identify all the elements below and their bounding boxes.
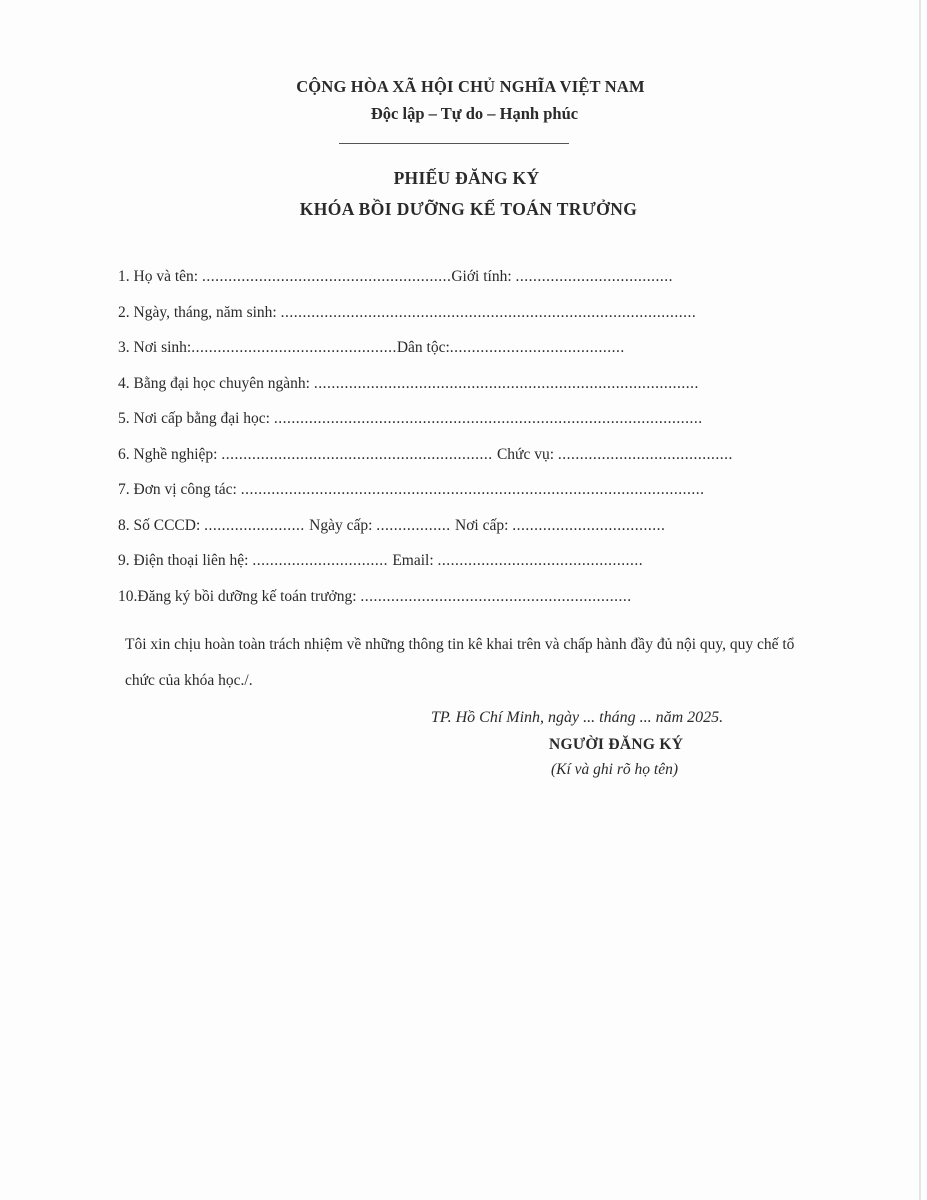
issue-date-blank[interactable]: ................. <box>376 516 456 534</box>
signature-date-line: TP. Hồ Chí Minh, ngày ... tháng ... năm 2025. <box>431 709 724 726</box>
form-title: PHIẾU ĐĂNG KÝ <box>393 168 540 188</box>
signer-title: NGƯỜI ĐĂNG KÝ <box>549 736 684 753</box>
field-occupation-row <box>118 437 798 473</box>
degree-major-blank[interactable]: ........................................................................................ <box>313 374 699 392</box>
field-id-card-row <box>118 508 798 544</box>
position-label: Chức vụ: <box>496 445 558 463</box>
birth-date-label: 2. Ngày, tháng, năm sinh: <box>118 303 281 321</box>
national-title: CỘNG HÒA XÃ HỘI CHỦ NGHĨA VIỆT NAM <box>296 77 645 96</box>
occupation-blank[interactable]: .............................................................. <box>221 445 497 463</box>
birth-date-blank[interactable]: ............................................................................................... <box>280 303 697 321</box>
gender-blank[interactable]: .................................... <box>515 268 674 285</box>
field-full-name-row <box>118 259 798 295</box>
field-birth-date-row <box>118 295 798 331</box>
workplace-blank[interactable]: .......................................................................................................... <box>240 481 705 498</box>
motto-underline <box>339 143 569 144</box>
degree-major-label: 4. Bằng đại học chuyên ngành: <box>118 374 314 392</box>
form-subtitle: KHÓA BỒI DƯỠNG KẾ TOÁN TRƯỞNG <box>299 199 638 219</box>
field-contact-row <box>118 543 798 579</box>
issue-date-label: Ngày cấp: <box>309 516 377 534</box>
degree-issuer-label: 5. Nơi cấp bằng đại học: <box>118 410 274 427</box>
field-course-row <box>118 579 798 615</box>
course-blank[interactable]: .............................................................. <box>360 587 632 605</box>
birthplace-blank[interactable]: ............................................... <box>191 339 397 356</box>
id-number-blank[interactable]: ....................... <box>204 516 310 534</box>
birthplace-label: 3. Nơi sinh: <box>118 339 192 356</box>
commitment-statement: Tôi xin chịu hoàn toàn trách nhiệm về những thông tin kê khai trên và chấp hành đầy đủ nội quy, quy chế tổ chức của khóa học./. <box>125 636 795 689</box>
field-workplace-row <box>118 472 798 508</box>
issue-place-blank[interactable]: ................................... <box>512 516 666 534</box>
ethnicity-blank[interactable]: ........................................ <box>449 339 625 356</box>
position-blank[interactable]: ........................................ <box>557 445 733 463</box>
issue-place-label: Nơi cấp: <box>455 516 513 534</box>
phone-blank[interactable]: ............................... <box>252 552 393 569</box>
full-name-blank[interactable]: ......................................................... <box>201 268 452 285</box>
field-degree-issuer-row <box>118 401 798 437</box>
field-birthplace-row <box>118 330 798 366</box>
registration-fields <box>118 259 798 614</box>
gender-label: Giới tính: <box>451 268 516 285</box>
email-blank[interactable]: ............................................... <box>437 552 644 569</box>
national-motto: Độc lập – Tự do – Hạnh phúc <box>370 104 579 123</box>
occupation-label: 6. Nghề nghiệp: <box>118 445 222 463</box>
course-label: 10.Đăng ký bồi dưỡng kế toán trưởng: <box>118 587 361 605</box>
full-name-label: 1. Họ và tên: <box>118 268 202 285</box>
id-number-label: 8. Số CCCD: <box>118 516 205 534</box>
phone-label: 9. Điện thoại liên hệ: <box>118 552 253 569</box>
email-label: Email: <box>392 552 438 569</box>
workplace-label: 7. Đơn vị công tác: <box>118 481 241 498</box>
field-degree-major-row <box>118 366 798 402</box>
degree-issuer-blank[interactable]: .................................................................................................. <box>273 410 703 427</box>
signature-instruction: (Kí và ghi rõ họ tên) <box>551 761 678 778</box>
ethnicity-label: Dân tộc: <box>396 339 450 356</box>
